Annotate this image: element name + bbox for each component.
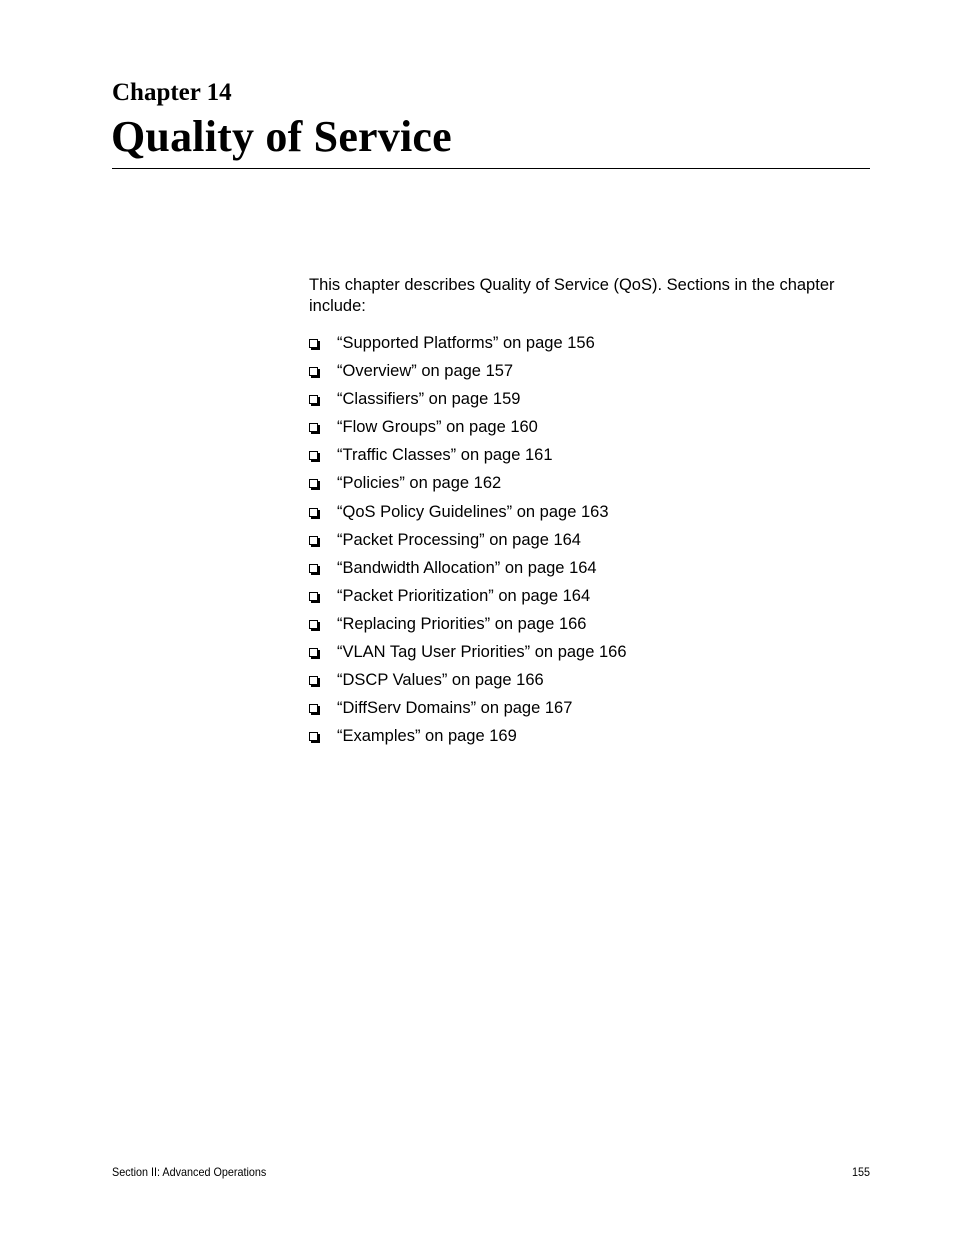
list-item-label[interactable]: “VLAN Tag User Priorities” on page 166: [337, 643, 627, 662]
section-list: [309, 333, 627, 754]
list-item-label[interactable]: “Packet Prioritization” on page 164: [337, 586, 591, 605]
checkbox-square-icon: [309, 732, 318, 741]
list-item[interactable]: [309, 726, 627, 754]
checkbox-square-icon: [309, 592, 318, 601]
checkbox-square-icon: [309, 676, 318, 685]
checkbox-square-icon: [309, 479, 318, 488]
title-divider: [112, 168, 870, 169]
footer-section-name: Section II: Advanced Operations: [112, 1165, 267, 1179]
list-item-label[interactable]: “DSCP Values” on page 166: [337, 671, 544, 690]
list-item[interactable]: [309, 614, 627, 642]
list-item-label[interactable]: “Replacing Priorities” on page 166: [337, 614, 587, 633]
list-item[interactable]: [309, 445, 627, 473]
list-item[interactable]: [309, 389, 627, 417]
list-item-label[interactable]: “DiffServ Domains” on page 167: [337, 699, 573, 718]
page-title: Quality of Service: [111, 112, 452, 161]
list-item-label[interactable]: “Supported Platforms” on page 156: [337, 334, 595, 352]
list-item[interactable]: [309, 670, 627, 698]
list-item[interactable]: [309, 698, 627, 726]
checkbox-square-icon: [309, 704, 318, 713]
checkbox-square-icon: [309, 423, 318, 432]
list-item[interactable]: [309, 530, 627, 558]
checkbox-square-icon: [309, 648, 318, 657]
checkbox-square-icon: [309, 395, 318, 404]
list-item-label[interactable]: “Traffic Classes” on page 161: [337, 446, 553, 465]
checkbox-square-icon: [309, 564, 318, 573]
chapter-label: Chapter 14: [112, 79, 232, 106]
list-item-label[interactable]: “QoS Policy Guidelines” on page 163: [337, 502, 609, 521]
list-item-label[interactable]: “Flow Groups” on page 160: [337, 418, 538, 437]
list-item[interactable]: [309, 502, 627, 530]
list-item-label[interactable]: “Examples” on page 169: [337, 727, 517, 746]
list-item-label[interactable]: “Packet Processing” on page 164: [337, 530, 581, 549]
intro-paragraph: This chapter describes Quality of Service (QoS). Sections in the chapter include:: [309, 276, 835, 315]
checkbox-square-icon: [309, 508, 318, 517]
checkbox-square-icon: [309, 620, 318, 629]
list-item[interactable]: [309, 361, 627, 389]
list-item[interactable]: [309, 417, 627, 445]
checkbox-square-icon: [309, 339, 318, 348]
footer-page-number: 155: [851, 1165, 870, 1179]
list-item-label[interactable]: “Policies” on page 162: [337, 474, 502, 493]
list-item-label[interactable]: “Overview” on page 157: [337, 362, 514, 381]
checkbox-square-icon: [309, 451, 318, 460]
list-item[interactable]: [309, 333, 627, 361]
list-item[interactable]: [309, 642, 627, 670]
list-item[interactable]: [309, 558, 627, 586]
checkbox-square-icon: [309, 367, 318, 376]
list-item[interactable]: [309, 586, 627, 614]
list-item-label[interactable]: “Bandwidth Allocation” on page 164: [337, 558, 597, 577]
list-item[interactable]: [309, 473, 627, 501]
list-item-label[interactable]: “Classifiers” on page 159: [337, 390, 521, 409]
checkbox-square-icon: [309, 536, 318, 545]
